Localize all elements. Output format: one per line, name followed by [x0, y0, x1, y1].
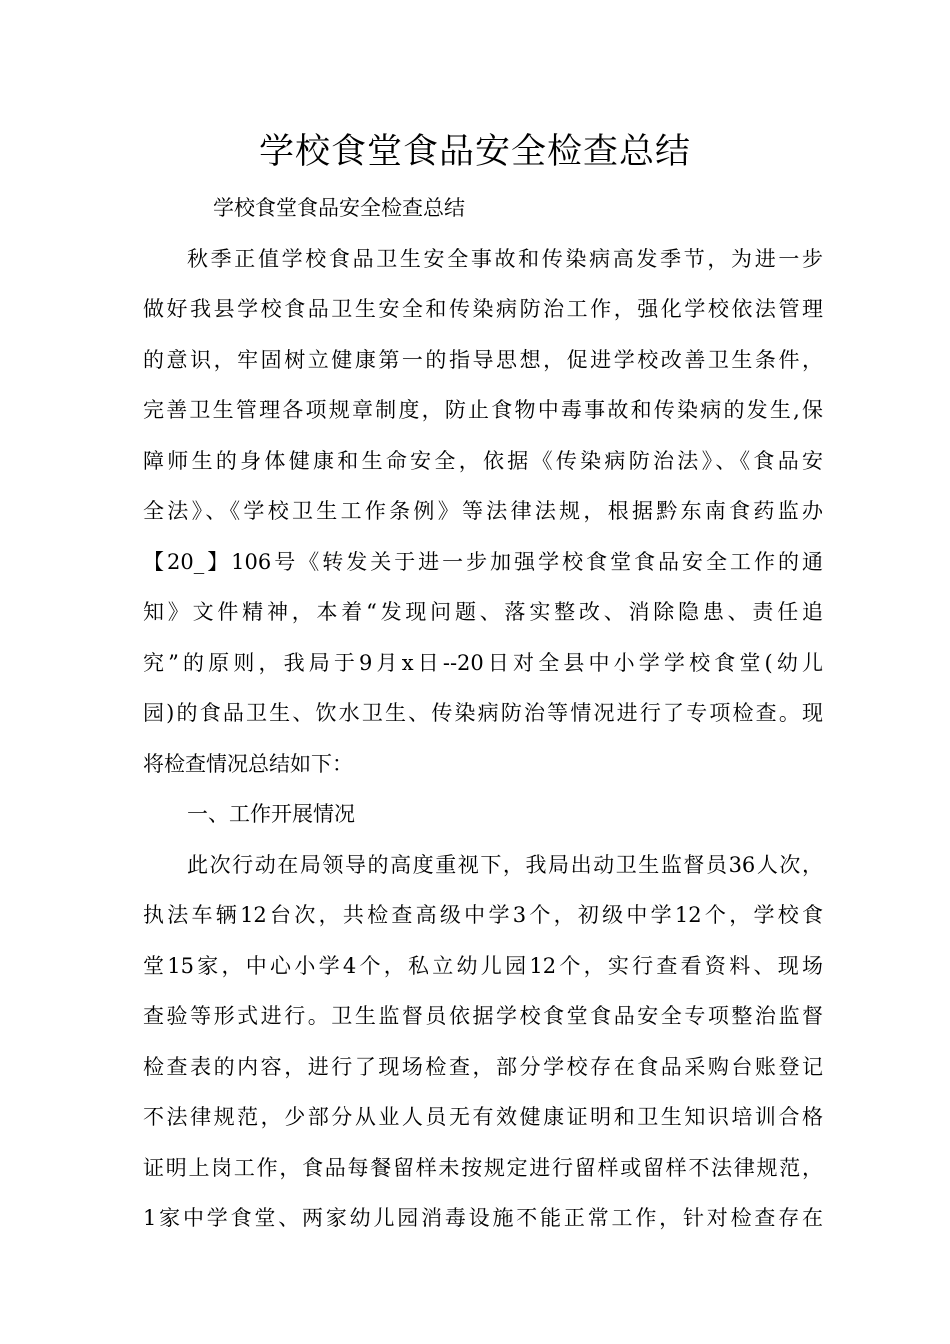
paragraph-line: 堂15家，中心小学4个，私立幼儿园12个，实行查看资料、现场: [143, 953, 823, 978]
paragraph-line: 全法》、《学校卫生工作条例》等法律法规，根据黔东南食药监办: [143, 499, 823, 523]
paragraph-line: 此次行动在局领导的高度重视下，我局出动卫生监督员36人次，: [187, 852, 823, 877]
section-heading: 一、工作开展情况: [187, 802, 355, 826]
paragraph-line: 做好我县学校食品卫生安全和传染病防治工作，强化学校依法管理: [143, 297, 823, 321]
paragraph-line: 执法车辆12台次，共检查高级中学3个，初级中学12个，学校食: [143, 903, 823, 927]
paragraph-line: 1家中学食堂、两家幼儿园消毒设施不能正常工作，针对检查存在: [143, 1206, 823, 1230]
paragraph-line: 究”的原则，我局于9月x日--20日对全县中小学学校食堂(幼儿: [143, 650, 823, 675]
paragraph-line: 将检查情况总结如下：: [143, 751, 353, 776]
paragraph-line: 【20_】106号《转发关于进一步加强学校食堂食品安全工作的通: [143, 549, 823, 574]
paragraph-line: 障师生的身体健康和生命安全，依据《传染病防治法》、《食品安: [143, 448, 823, 473]
paragraph-line: 的意识，牢固树立健康第一的指导思想，促进学校改善卫生条件，: [143, 347, 823, 372]
paragraph-line: 检查表的内容，进行了现场检查，部分学校存在食品采购台账登记: [143, 1054, 823, 1079]
paragraph-intro: [143, 234, 823, 790]
paragraph-line: 园)的食品卫生、饮水卫生、传染病防治等情况进行了专项检查。现: [143, 701, 823, 725]
document-body: [143, 183, 823, 1244]
paragraph-line: 不法律规范，少部分从业人员无有效健康证明和卫生知识培训合格: [143, 1105, 823, 1129]
paragraph-line: 证明上岗工作，食品每餐留样未按规定进行留样或留样不法律规范，: [143, 1155, 823, 1180]
paragraph-line: 知》文件精神，本着“发现问题、落实整改、消除隐患、责任追: [143, 600, 823, 624]
paragraph-line: 完善卫生管理各项规章制度，防止食物中毒事故和传染病的发生,保: [143, 398, 823, 422]
document-title: 学校食堂食品安全检查总结: [258, 132, 691, 172]
document-subtitle: 学校食堂食品安全检查总结: [213, 196, 465, 220]
paragraph-line: 秋季正值学校食品卫生安全事故和传染病高发季节，为进一步: [187, 246, 823, 271]
paragraph-line: 查验等形式进行。卫生监督员依据学校食堂食品安全专项整治监督: [143, 1004, 823, 1028]
paragraph-work: [143, 840, 823, 1244]
